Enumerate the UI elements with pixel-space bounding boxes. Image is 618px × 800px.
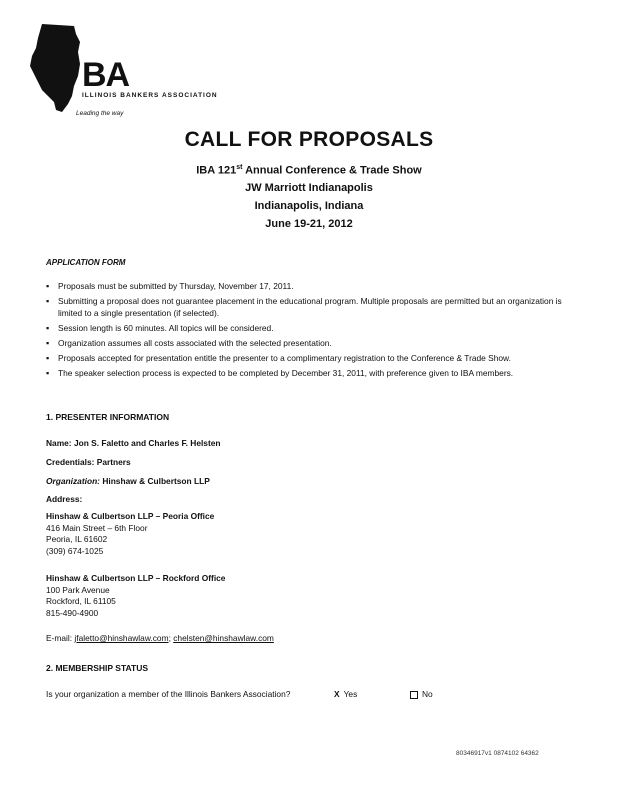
email-link-faletto[interactable]: jfaletto@hinshawlaw.com <box>74 633 169 643</box>
iba-logo <box>28 24 248 117</box>
membership-question: Is your organization a member of the Illinois Bankers Association? <box>46 689 291 699</box>
list-item: ▪ Proposals must be submitted by Thursday, November 17, 2011. <box>46 280 576 292</box>
checkbox-icon <box>410 691 418 699</box>
presenter-organization: Organization: Hinshaw & Culbertson LLP <box>46 476 210 486</box>
document-id: 80346917v1 0874102 64362 <box>456 750 539 757</box>
guidelines-list <box>46 280 576 382</box>
logo-letters: BA <box>82 56 130 94</box>
event-name: IBA 121st Annual Conference & Trade Show <box>196 164 422 177</box>
list-item: ▪ Session length is 60 minutes. All topics will be considered. <box>46 322 576 334</box>
list-item: ▪ Proposals accepted for presentation entitle the presenter to a complimentary registration to the Conference & Trade Show. <box>46 352 576 364</box>
checked-x-icon: X <box>334 689 340 699</box>
membership-no-option[interactable]: No <box>410 689 433 699</box>
list-item: ▪ Submitting a proposal does not guarantee placement in the educational program. Multiple proposals are permitted but an organization is limited to a single presentation (if selected). <box>46 295 576 319</box>
application-form-label: APPLICATION FORM <box>46 258 126 267</box>
presenter-credentials: Credentials: Partners <box>46 457 131 467</box>
list-item: ▪ The speaker selection process is expected to be completed by December 31, 2011, with preference given to IBA members. <box>46 367 576 379</box>
membership-yes-option[interactable]: X Yes <box>334 689 358 699</box>
presenter-name: Name: Jon S. Faletto and Charles F. Helsten <box>46 438 221 448</box>
peoria-address: Hinshaw & Culbertson LLP – Peoria Office 416 Main Street – 6th Floor Peoria, IL 61602 (309) 674-1025 <box>46 511 215 556</box>
email-line: E-mail: jfaletto@hinshawlaw.com; chelsten@hinshawlaw.com <box>46 633 274 643</box>
page-title: CALL FOR PROPOSALS <box>184 128 434 151</box>
email-link-helsten[interactable]: chelsten@hinshawlaw.com <box>173 633 274 643</box>
logo-tagline: Leading the way <box>76 110 124 117</box>
event-dates: June 19-21, 2012 <box>265 218 353 230</box>
list-item: ▪ Organization assumes all costs associated with the selected presentation. <box>46 337 576 349</box>
presenter-info-heading: 1. PRESENTER INFORMATION <box>46 412 170 422</box>
rockford-address: Hinshaw & Culbertson LLP – Rockford Office 100 Park Avenue Rockford, IL 61105 815-490-4900 <box>46 573 226 618</box>
membership-status-heading: 2. MEMBERSHIP STATUS <box>46 663 149 673</box>
logo-association-name: ILLINOIS BANKERS ASSOCIATION <box>82 92 218 99</box>
event-city: Indianapolis, Indiana <box>254 200 364 212</box>
address-label: Address: <box>46 494 83 504</box>
event-venue: JW Marriott Indianapolis <box>245 182 373 194</box>
